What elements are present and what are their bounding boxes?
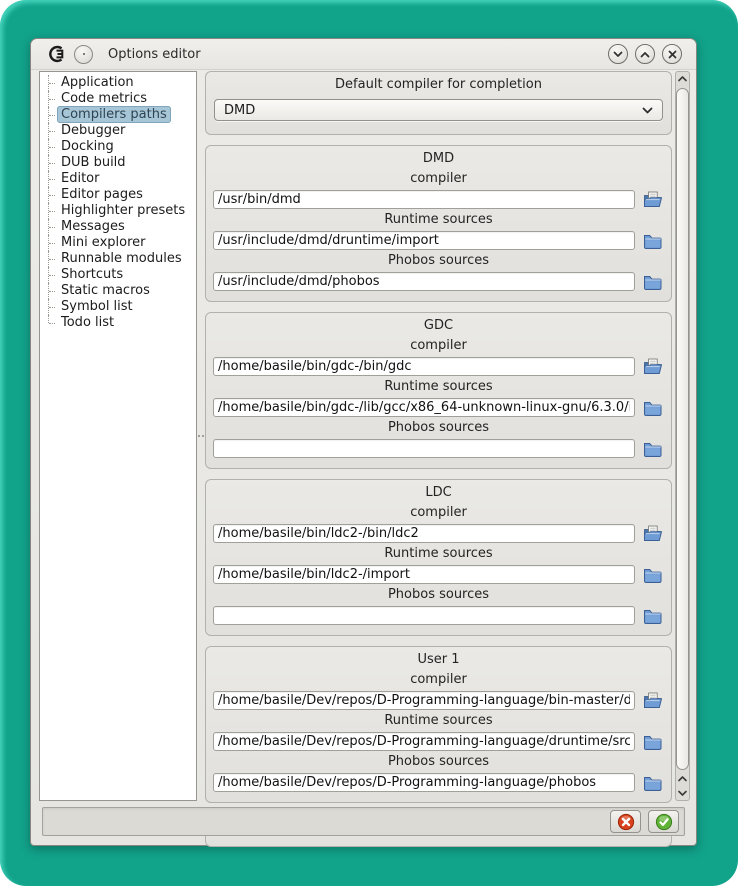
sidebar-item-shortcuts[interactable] <box>42 267 194 283</box>
group-title: GDC <box>423 318 454 333</box>
folder-icon <box>643 400 662 416</box>
sidebar-item-todo-list[interactable] <box>42 315 194 331</box>
field-label-compiler: compiler <box>410 505 467 520</box>
sidebar-item-label: Docking <box>61 139 114 154</box>
field-label-compiler: compiler <box>410 672 467 687</box>
browse-button[interactable] <box>640 773 664 793</box>
accept-button[interactable] <box>648 810 679 833</box>
scrollbar-track[interactable] <box>676 86 689 772</box>
ldc-compiler-input[interactable] <box>213 524 635 543</box>
scrollbar-thumb[interactable] <box>676 88 689 770</box>
sidebar-item-label: Application <box>61 75 134 90</box>
folder-icon <box>643 734 662 750</box>
sidebar-item-editor-pages[interactable] <box>42 187 194 203</box>
folder-icon <box>643 233 662 249</box>
sidebar-item-label: Todo list <box>61 315 115 330</box>
window-menu-icon <box>83 53 85 55</box>
browse-button[interactable] <box>640 691 664 711</box>
field-label-phobos-sources: Phobos sources <box>387 253 490 268</box>
sidebar-item-label: Symbol list <box>61 299 133 314</box>
field-row <box>213 356 664 377</box>
accept-icon <box>655 813 673 831</box>
user-1-phobos-sources-input[interactable] <box>213 773 635 792</box>
close-button[interactable] <box>662 44 682 64</box>
browse-button[interactable] <box>640 231 664 251</box>
app-logo-icon <box>47 45 67 63</box>
file-open-icon <box>643 525 662 542</box>
gdc-phobos-sources-input[interactable] <box>213 439 635 458</box>
sidebar-item-label: Code metrics <box>61 91 148 106</box>
chevron-down-icon <box>613 51 623 58</box>
group-title: Default compiler for completion <box>335 77 542 92</box>
sidebar-item-label: Compilers paths <box>57 106 171 123</box>
options-editor-window <box>30 38 697 846</box>
field-row <box>213 230 664 251</box>
chevron-up-icon <box>678 76 687 82</box>
browse-button[interactable] <box>640 357 664 377</box>
sidebar-item-debugger[interactable] <box>42 123 194 139</box>
group-title: User 1 <box>417 652 460 667</box>
default-compiler-group <box>205 71 672 135</box>
sidebar-item-label: Editor <box>61 171 100 186</box>
folder-icon <box>643 608 662 624</box>
sidebar-item-dub-build[interactable] <box>42 155 194 171</box>
chevron-down-icon <box>642 107 653 114</box>
gdc-runtime-sources-input[interactable] <box>213 398 635 417</box>
field-row <box>213 271 664 292</box>
group-title: DMD <box>422 151 455 166</box>
field-row <box>213 690 664 711</box>
window-controls <box>608 44 682 64</box>
browse-button[interactable] <box>640 732 664 752</box>
default-compiler-select[interactable] <box>214 99 663 121</box>
field-row <box>213 605 664 626</box>
field-label-phobos-sources: Phobos sources <box>387 754 490 769</box>
main-panel <box>205 71 690 801</box>
chevron-down-icon <box>678 790 687 796</box>
compiler-group-dmd <box>205 145 672 302</box>
statusbar <box>42 807 685 836</box>
field-label-runtime-sources: Runtime sources <box>384 546 493 561</box>
sidebar-item-application[interactable] <box>42 75 194 91</box>
dmd-compiler-input[interactable] <box>213 190 635 209</box>
ldc-runtime-sources-input[interactable] <box>213 565 635 584</box>
gdc-compiler-input[interactable] <box>213 357 635 376</box>
maximize-button[interactable] <box>635 44 655 64</box>
sidebar-item-mini-explorer[interactable] <box>42 235 194 251</box>
window-title: Options editor <box>108 46 201 62</box>
field-row <box>213 564 664 585</box>
sidebar-item-label: Highlighter presets <box>61 203 186 218</box>
file-open-icon <box>643 692 662 709</box>
groups-scroll-area <box>205 71 672 801</box>
sidebar-item-label: Messages <box>61 219 125 234</box>
chevron-up-icon <box>640 51 650 58</box>
browse-button[interactable] <box>640 190 664 210</box>
browse-button[interactable] <box>640 524 664 544</box>
cancel-icon <box>617 813 635 831</box>
sidebar-item-docking[interactable] <box>42 139 194 155</box>
field-row <box>213 189 664 210</box>
main-scrollbar[interactable] <box>675 71 690 801</box>
sidebar-item-compilers-paths[interactable] <box>42 107 194 123</box>
field-label-runtime-sources: Runtime sources <box>384 379 493 394</box>
sidebar-item-label: Shortcuts <box>61 267 124 282</box>
browse-button[interactable] <box>640 606 664 626</box>
field-label-phobos-sources: Phobos sources <box>387 420 490 435</box>
ldc-phobos-sources-input[interactable] <box>213 606 635 625</box>
sidebar-item-label: Editor pages <box>61 187 143 202</box>
sidebar-item-editor[interactable] <box>42 171 194 187</box>
user-1-compiler-input[interactable] <box>213 691 635 710</box>
sidebar-tree <box>39 71 197 801</box>
browse-button[interactable] <box>640 565 664 585</box>
field-row <box>213 438 664 459</box>
dmd-phobos-sources-input[interactable] <box>213 272 635 291</box>
field-label-compiler: compiler <box>410 171 467 186</box>
splitter[interactable] <box>197 71 205 801</box>
splitter-handle-icon <box>198 435 204 437</box>
folder-icon <box>643 441 662 457</box>
sidebar-item-runnable-modules[interactable] <box>42 251 194 267</box>
field-row <box>213 523 664 544</box>
user-1-runtime-sources-input[interactable] <box>213 732 635 751</box>
scroll-up-button-bottom[interactable] <box>676 772 689 786</box>
compiler-group-gdc <box>205 312 672 469</box>
field-row <box>213 731 664 752</box>
sidebar-item-label: Mini explorer <box>61 235 146 250</box>
minimize-button[interactable] <box>608 44 628 64</box>
sidebar-item-label: Runnable modules <box>61 251 182 266</box>
sidebar-item-label: Static macros <box>61 283 150 298</box>
compiler-group-user-1 <box>205 646 672 803</box>
content-area <box>39 71 690 801</box>
titlebar[interactable] <box>31 39 696 70</box>
browse-button[interactable] <box>640 272 664 292</box>
combo-selected-value: DMD <box>224 102 256 118</box>
sidebar-item-label: Debugger <box>61 123 126 138</box>
sidebar-item-highlighter-presets[interactable] <box>42 203 194 219</box>
field-label-compiler: compiler <box>410 338 467 353</box>
scroll-up-button[interactable] <box>676 72 689 86</box>
folder-icon <box>643 567 662 583</box>
dmd-runtime-sources-input[interactable] <box>213 231 635 250</box>
sidebar-item-label: DUB build <box>61 155 126 170</box>
field-label-runtime-sources: Runtime sources <box>384 212 493 227</box>
field-label-runtime-sources: Runtime sources <box>384 713 493 728</box>
browse-button[interactable] <box>640 398 664 418</box>
chevron-up-icon <box>678 776 687 782</box>
folder-icon <box>643 775 662 791</box>
group-title: LDC <box>425 485 452 500</box>
sidebar-item-messages[interactable] <box>42 219 194 235</box>
compiler-group-ldc <box>205 479 672 636</box>
sidebar-item-code-metrics[interactable] <box>42 91 194 107</box>
sidebar-item-symbol-list[interactable] <box>42 299 194 315</box>
cancel-button[interactable] <box>610 810 641 833</box>
field-row <box>213 397 664 418</box>
folder-icon <box>643 274 662 290</box>
close-icon <box>668 50 677 59</box>
browse-button[interactable] <box>640 439 664 459</box>
file-open-icon <box>643 191 662 208</box>
sidebar-item-static-macros[interactable] <box>42 283 194 299</box>
field-row <box>213 772 664 793</box>
file-open-icon <box>643 358 662 375</box>
window-menu-button[interactable] <box>74 45 93 64</box>
field-label-phobos-sources: Phobos sources <box>387 587 490 602</box>
scroll-down-button[interactable] <box>676 786 689 800</box>
